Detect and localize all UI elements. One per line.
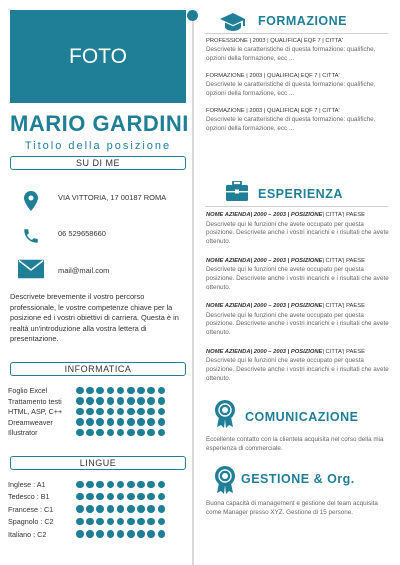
skill-dot — [76, 429, 84, 437]
skill-dot — [117, 387, 125, 395]
formazione-title: FORMAZIONE — [258, 14, 348, 28]
skill-dot — [96, 530, 104, 538]
skill-dot — [107, 429, 115, 437]
esperienza-entry-body: Descrivete qui le funzioni che avete occupato per questa posizione. Descrivete anche i vostri incarichi e i risultati che avete ottenuto. — [206, 311, 389, 337]
formazione-entry-head: FORMAZIONE | 2003 | QUALIFICA| EQF 7 | CITTA' — [206, 73, 340, 79]
skill-dot — [147, 429, 155, 437]
esperienza-rule — [205, 206, 388, 207]
skill-level-dots — [76, 530, 165, 538]
formazione-entry-body: Descrivete le caratteristiche di questa formazione: qualifiche, opzioni della formazione, ecc ... — [206, 81, 376, 97]
informatica-header: INFORMATICA — [10, 362, 186, 376]
skill-dot — [127, 518, 135, 526]
skill-label: Trattamento testi — [8, 396, 62, 406]
skill-dot — [86, 397, 94, 405]
skill-level-dots — [76, 518, 165, 526]
comunicazione-text: Eccellente contatto con la clientela acquisita nel corso della mia esperienza di commerciale. — [206, 436, 384, 452]
skill-label: Spagnolo : C2 — [8, 517, 54, 527]
skill-dot — [86, 518, 94, 526]
skill-dot — [158, 387, 166, 395]
skill-dot — [76, 387, 84, 395]
skill-dot — [137, 387, 145, 395]
phone-icon — [18, 225, 44, 247]
skill-dot — [107, 505, 115, 513]
location-pin-icon — [18, 190, 44, 212]
briefcase-icon — [226, 181, 248, 206]
skill-dot — [137, 518, 145, 526]
gestione-title: GESTIONE & Org. — [241, 472, 355, 486]
skill-dot — [158, 505, 166, 513]
skill-dot — [147, 530, 155, 538]
timeline-dot — [187, 10, 198, 21]
skill-label: HTML, ASP, C++ — [8, 407, 63, 416]
skill-dot — [147, 505, 155, 513]
skill-dot — [86, 493, 94, 501]
skill-label: Francese : C1 — [8, 504, 54, 514]
formazione-rule — [205, 33, 388, 34]
skill-dot — [147, 387, 155, 395]
formazione-entry-body: Descrivete le caratteristiche di questa formazione: qualifiche, opzioni della formazione, ecc ... — [206, 116, 376, 132]
skill-dot — [147, 481, 155, 489]
skill-level-dots — [76, 418, 165, 426]
skill-dot — [117, 481, 125, 489]
skill-dot — [127, 408, 135, 416]
skill-dot — [127, 481, 135, 489]
skill-dot — [137, 418, 145, 426]
esperienza-entry-head — [206, 258, 390, 264]
skill-dot — [96, 493, 104, 501]
skill-dot — [158, 481, 166, 489]
esperienza-entry-head-main: NOME AZIENDA| 2000 – 2003 | POSIZIONE — [206, 212, 323, 218]
esperienza-entry-head-main: NOME AZIENDA| 2000 – 2003 | POSIZIONE — [206, 303, 323, 309]
skill-dot — [76, 493, 84, 501]
skill-dot — [137, 505, 145, 513]
skill-dot — [117, 408, 125, 416]
timeline-divider — [192, 20, 194, 565]
skill-dot — [158, 397, 166, 405]
esperienza-entry-head-rest: | CITTA'| PAESE — [322, 303, 365, 309]
skill-dot — [147, 518, 155, 526]
skill-dot — [127, 418, 135, 426]
skill-dot — [117, 418, 125, 426]
skill-dot — [147, 418, 155, 426]
phone-text: 06 529658660 — [58, 229, 106, 238]
photo-label: FOTO — [69, 44, 127, 68]
skill-dot — [127, 397, 135, 405]
skill-dot — [117, 530, 125, 538]
skill-dot — [117, 429, 125, 437]
skill-dot — [96, 429, 104, 437]
skill-dot — [76, 518, 84, 526]
skill-dot — [117, 505, 125, 513]
skill-dot — [76, 505, 84, 513]
skill-dot — [158, 530, 166, 538]
lingue-header: LINGUE — [10, 456, 186, 470]
skill-dot — [107, 418, 115, 426]
skill-dot — [76, 481, 84, 489]
skill-dot — [107, 518, 115, 526]
skill-dot — [137, 397, 145, 405]
skill-dot — [96, 397, 104, 405]
award-badge-icon — [214, 466, 236, 499]
skill-dot — [86, 418, 94, 426]
skill-dot — [107, 408, 115, 416]
skill-dot — [158, 418, 166, 426]
skill-dot — [127, 387, 135, 395]
esperienza-entry-head-main: NOME AZIENDA| 2000 – 2003 | POSIZIONE — [206, 348, 323, 355]
skill-level-dots — [76, 387, 165, 395]
about-description: Descrivete brevemente il vostro percorso professionale, le vostre competenze chiave per la posizione ed i vostri obiettivi di carriera. Questa è in realtà un'introduzione alla vostra lettera di presentazione. — [10, 292, 179, 344]
esperienza-title: ESPERIENZA — [258, 187, 343, 201]
skill-dot — [107, 397, 115, 405]
esperienza-entry-body: Descrivete qui le funzioni che avete occupato per questa posizione. Descrivete anche i vostri incarichi e i risultati che avete ottenuto. — [206, 266, 389, 291]
award-badge-icon — [214, 400, 236, 433]
skill-label: Foglio Excel — [8, 386, 48, 395]
skill-dot — [127, 530, 135, 538]
skill-dot — [76, 418, 84, 426]
esperienza-entry-head-main: NOME AZIENDA| 2000 – 2003 | POSIZIONE — [206, 257, 323, 264]
skill-dot — [96, 387, 104, 395]
email-text: mail@mail.com — [58, 266, 110, 275]
skill-dot — [86, 429, 94, 437]
esperienza-entry-head — [206, 349, 390, 355]
photo-placeholder — [10, 10, 186, 103]
skill-level-dots — [76, 505, 165, 513]
envelope-icon — [18, 258, 44, 280]
skill-dot — [76, 397, 84, 405]
esperienza-entry-body: Descrivete qui le funzioni che avete occupato per questa posizione. Descrivete anche i vostri incarichi e i risultati che avete ottenuto. — [206, 220, 389, 246]
skill-level-dots — [76, 493, 165, 501]
skill-dot — [137, 481, 145, 489]
skill-dot — [137, 429, 145, 437]
skill-dot — [86, 530, 94, 538]
about-me-header: SU DI ME — [10, 156, 186, 170]
skill-dot — [86, 481, 94, 489]
address-text: VIA VITTORIA, 17 00187 ROMA — [58, 193, 167, 202]
skill-dot — [117, 493, 125, 501]
skill-dot — [158, 518, 166, 526]
skill-dot — [96, 518, 104, 526]
esperienza-entry-head — [206, 303, 390, 309]
esperienza-entry-head-rest: | CITTA'| PAESE — [322, 348, 365, 355]
skill-dot — [107, 530, 115, 538]
skill-dot — [107, 387, 115, 395]
skill-dot — [127, 505, 135, 513]
job-title: Titolo della posizione — [24, 140, 172, 152]
skill-level-dots — [76, 397, 165, 405]
skill-dot — [147, 397, 155, 405]
skill-level-dots — [76, 429, 165, 437]
formazione-entry-head: FORMAZIONE | 2003 | QUALIFICA| EQF 7 | CITTA' — [206, 108, 340, 114]
skill-dot — [117, 397, 125, 405]
esperienza-entry-head-rest: | CITTA'| PAESE — [322, 212, 365, 218]
skill-level-dots — [76, 408, 165, 416]
skill-dot — [107, 493, 115, 501]
esperienza-entry-head-rest: | CITTA'| PAESE — [322, 257, 365, 264]
skill-dot — [147, 408, 155, 416]
skill-dot — [96, 418, 104, 426]
esperienza-entry-head — [206, 212, 390, 218]
skill-dot — [107, 481, 115, 489]
formazione-entry-head: PROFESSIONE | 2003 | QUALIFICA| EQF 7 | CITTA' — [206, 38, 343, 44]
gestione-text: Buona capacità di management e gestione del team acquisita come Manager presso XYZ. Gestione di 15 persone. — [206, 500, 378, 516]
skill-dot — [86, 408, 94, 416]
skill-dot — [137, 408, 145, 416]
skill-dot — [127, 493, 135, 501]
skill-dot — [137, 493, 145, 501]
comunicazione-title: COMUNICAZIONE — [245, 410, 359, 424]
skill-dot — [86, 387, 94, 395]
skill-dot — [76, 408, 84, 416]
skill-label: Inglese : A1 — [8, 480, 46, 489]
skill-dot — [137, 530, 145, 538]
skill-label: Italiano : C2 — [8, 529, 47, 539]
skill-dot — [117, 518, 125, 526]
skill-dot — [96, 481, 104, 489]
skill-label: Dreamweaver — [8, 417, 53, 427]
skill-label: Tedesco : B1 — [8, 492, 50, 502]
skill-dot — [158, 493, 166, 501]
skill-dot — [76, 530, 84, 538]
skill-dot — [96, 408, 104, 416]
skill-dot — [158, 408, 166, 416]
skill-label: Illustrator — [8, 428, 38, 437]
skill-dot — [96, 505, 104, 513]
skill-dot — [86, 505, 94, 513]
esperienza-entry-body: Descrivete qui le funzioni che avete occupato per questa posizione. Descrivete anche i vostri incarichi e i risultati che avete ottenuto. — [206, 357, 389, 382]
skill-dot — [158, 429, 166, 437]
formazione-entry-body: Descrivete le caratteristiche di questa formazione: qualifiche, opzioni della formazione, ecc ... — [206, 46, 376, 62]
skill-dot — [127, 429, 135, 437]
skill-level-dots — [76, 481, 165, 489]
full-name: MARIO GARDINI — [10, 111, 189, 136]
skill-dot — [147, 493, 155, 501]
